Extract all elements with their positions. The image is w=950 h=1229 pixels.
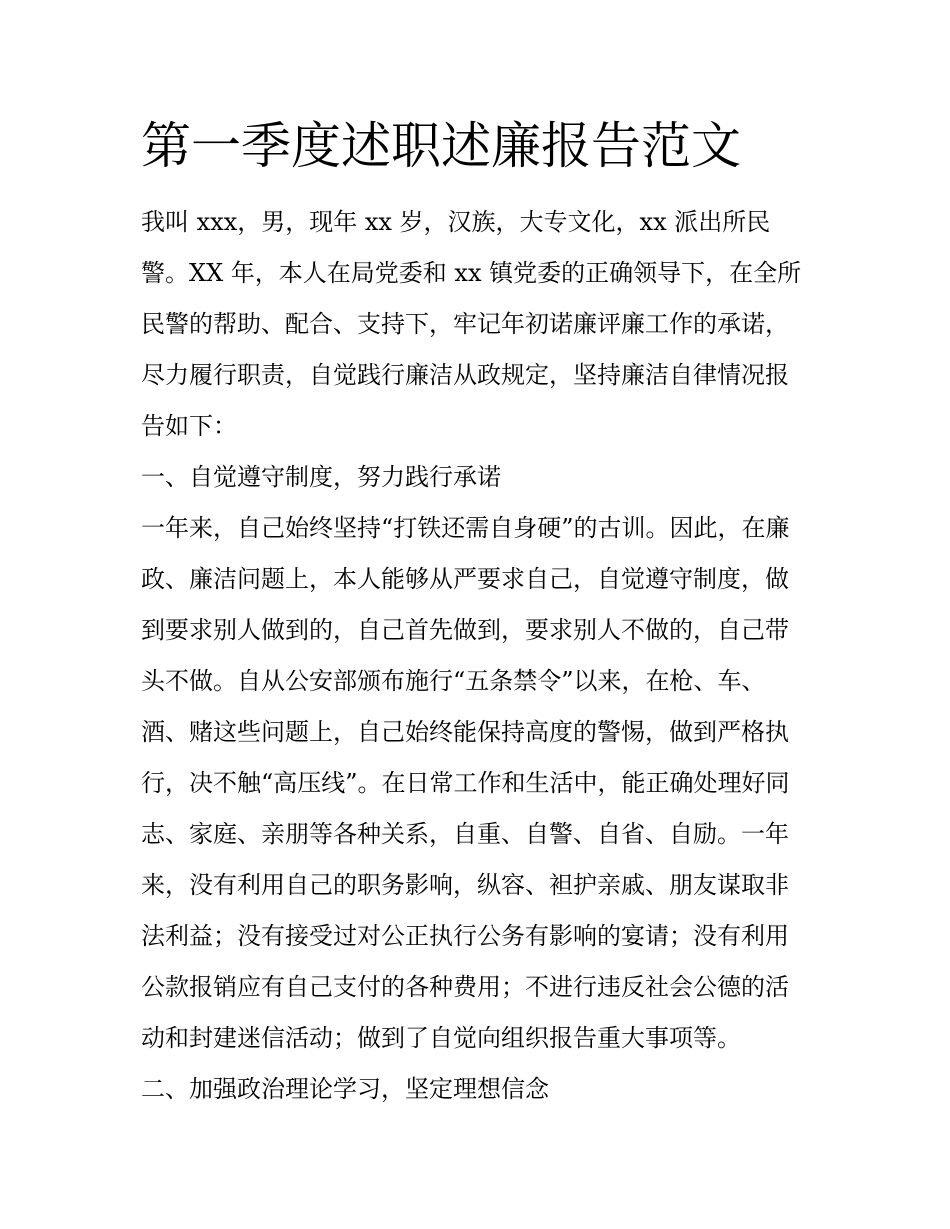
body-line: 来，没有利用自己的职务影响，纵容、袒护亲戚、朋友谋取非 [141,871,789,899]
body-line: 志、家庭、亲朋等各种关系，自重、自警、自省、自励。一年 [141,820,789,848]
section-heading-1: 一、自觉遵守制度，努力践行承诺 [141,463,501,491]
body-line: 警。XX 年，本人在局党委和 xx 镇党委的正确领导下，在全所 [141,259,802,287]
body-line: 到要求别人做到的，自己首先做到，要求别人不做的，自己带 [141,616,789,644]
body-line: 告如下： [141,412,237,440]
body-line: 法利益；没有接受过对公正执行公务有影响的宴请；没有利用 [141,922,789,950]
body-line: 政、廉洁问题上，本人能够从严要求自己，自觉遵守制度，做 [141,565,789,593]
body-line: 民警的帮助、配合、支持下，牢记年初诺廉评廉工作的承诺， [141,310,789,338]
document-title: 第一季度述职述廉报告范文 [141,117,741,175]
body-line: 一年来，自己始终坚持“打铁还需自身硬”的古训。因此，在廉 [141,514,790,542]
body-line: 头不做。自从公安部颁布施行“五条禁令”以来，在枪、车、 [141,667,766,695]
body-line: 动和封建迷信活动；做到了自觉向组织报告重大事项等。 [141,1024,741,1052]
body-line: 尽力履行职责，自觉践行廉洁从政规定，坚持廉洁自律情况报 [141,361,789,389]
body-line: 我叫 xxx，男，现年 xx 岁，汉族，大专文化，xx 派出所民 [141,208,771,236]
body-line: 酒、赌这些问题上，自己始终能保持高度的警惕，做到严格执 [141,718,789,746]
body-line: 行，决不触“高压线”。在日常工作和生活中，能正确处理好同 [141,769,790,797]
section-heading-2: 二、加强政治理论学习，坚定理想信念 [141,1075,549,1103]
body-line: 公款报销应有自己支付的各种费用；不进行违反社会公德的活 [141,973,789,1001]
